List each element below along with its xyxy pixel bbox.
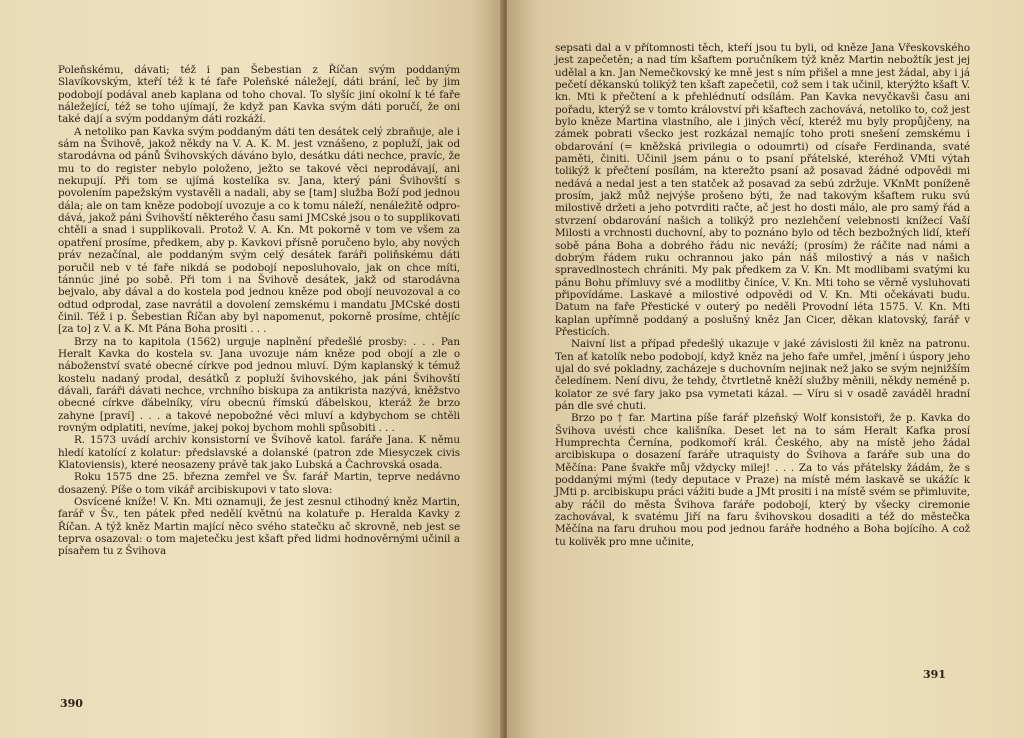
left-page [0, 0, 503, 738]
paragraph: sepsati dal a v přítomnosti těch, kteří jsou tu byli, od kněze Jana Vřeskovského jest zapečetěn; a nad tím kšaftem poručníkem týž kněz Martin nebožtík jest jej udělal a kn. Jan Nemečkovský ke mně jest s ním přišel a mne jest žádal, aby i já pečetí děkanskú tolikýž ten kšaft zapečetil, což sem i tak učinil, kterýžto kšaft V. kn. Mti k přečtení a k přehlédnutí odsílám. Pan Kavka nevyčkavši času ani pořadu, kterýž se v tomto království při kšaftech zachovává, netoliko to, což jest bylo kněze Martina vlastního, ale i jiných věcí, kteréž mu byly propůjčeny, na zámek pobrati všecko jest rozkázal nemajíc toho proti snešení zemskému i obdarování (= kněžská privilegia o odoumrti) od císaře Ferdinanda, svaté paměti, činiti. Učinil jsem pánu o to psaní přátelské, kteréhož VMti výtah tolikýž k přečtení posílám, na kterežto psaní až posavad žádné odpovědi mi nedává a nedal jest a ten statček až posavad za sebú zdržuje. VKnMt poníženě prosím, jakž můž nejvýše prošeno býti, že nad takovým kšaftem ruku svú milostivě držeti a jeho potvrditi račte, ač jest ho dosti málo, ale pro samý řád a stvrzení obdarování našich a tolikýž pro nezlehčení velebnosti knížecí Vaší Milosti a vrchnosti duchovní, aby to poznáno bylo od těch bezbožných lidí, kteří sobě pána Boha a dobrého řádu nic neváží; (prosím) že ráčite nad námi a dobrým řádem ruku ochrannou jako pán náš milostivý a nás v našich spravedlnostech chrániti. My pak předkem za V. Kn. Mt modlibami svatými ku pánu Bohu přímluvy své a modlitby činíce, V. Kn. Mti toho se věrně vysluhovati připovídáme. Laskavé a milostivé odpovědi od V. Kn. Mti očekávati budu. Datum na faře Přestické v outerý po neděli Provodní léta 1575. V. Kn. Mti kaplan upřímně poddaný a poslušný kněz Jan Cicer, děkan klatovský, farář v Přesticích. [555, 42, 970, 338]
paragraph: Naivní list a případ předešlý ukazuje v jaké závislosti žil kněz na patronu. Ten ať katolík nebo podobojí, když kněz na jeho faře umřel, jmění i úspory jeho ujal do své pokladny, zacházeje s duchovním nejinak než jako se svým nejnižším čeledínem. Není divu, že tehdy, čtvrtletně kněží služby měnili, někdy neméně p. kolator ze své fary jako psa vymetati kázal. — Víru si v osadě zaváděl hradní pán dle své chuti. [555, 338, 970, 412]
right-page [507, 0, 1024, 738]
paragraph: Osvícené kníže! V. Kn. Mti oznamuji, že jest zesnul ctihodný kněz Martin, farář v Šv., ten pátek před nedělí květnú na kolatuře p. Heralda Kavky z Říčan. A týž kněz Martin mající něco svého statečku ač skrovně, neb jest se teprva osazoval: o tom majetečku jest kšaft před lidmi hodnověrnými učinil a písařem tu z Švihova [58, 496, 460, 558]
right-page-text [555, 42, 970, 548]
paragraph: Brzo po † far. Martina píše farář plzeňský Wolf konsistoři, že p. Kavka do Švihova uvésti chce kališníka. Deset let na to sám Heralt Kafka prosí Humprechta Černína, podkomoří král. Českého, aby na místě jeho žádal arcibiskupa o dosazení faráře utraquisty do Švihova a faráře sub una do Měčína: Pane švakře můj vždycky milej! . . . Za to vás přátelsky žádám, že s poddanými mými (tedy deputace v Praze) na místě mém laskavě se ukážíc k JMti p. arcibiskupu práci vážiti bude a JMt prositi i na místě svém se přimluvite, aby ráčil do města Švihova faráře podobojí, který by všecky ciremonie zachovával, k svatému Jiří na faru švihovskou dosaditi a též do městečka Měčína na faru druhou mou pod jednou faráře hodného a Boha bojícího. A což tu kolivěk pro mne učinite, [555, 412, 970, 548]
page-number: 390 [60, 697, 83, 710]
paragraph: Brzy na to kapitola (1562) urguje naplnění předešlé prosby: . . . Pan Heralt Kavka do kostela sv. Jana uvozuje nám kněze pod obojí a zle o náboženství svaté obecné církve pod jednou mluví. Dým kaplanský k témuž kostelu nadaný prodal, desátků z popluží švihovského, jak páni Švihovští dávali, faráři dávati nechce, vrchního biskupa za antikrista nazývá, kněžstvo obecné církve ďábelníky, víru obecnú římskú ďábelskou, kteráž že brzo zahyne [praví] . . . a takové nepobožné věci mluví a kdybychom se chtěli rovným odplatiti, nevíme, jakej pokoj bychom mohli spůsobiti . . . [58, 335, 460, 434]
paragraph: A netoliko pan Kavka svým poddaným dáti ten desátek celý zbraňuje, ale i sám na Švihově, jakož někdy na V. A. K. M. jest vznášeno, z popluží, jak od starodávna od pánů Švihovských dáváno bylo, desátku dáti nechce, pravíc, že mu to do register nebylo položeno, ježto se takové věci neprodávají, ani nekupují. Při tom se ujímá kostelíka sv. Jana, který páni Švihovští s povolením papežským vystavěli a nadali, aby se [tam] služba Boží pod jednou dála; ale on tam kněze podobojí uvozuje a co k tomu náleží, nenáležitě odprodává, jakož páni Švihovští některého času sami JMCské jsou o to supplikovati chtěli a snad i supplikovali. Protož V. A. Kn. Mt pokorně v tom ve všem za opatření prosíme, předkem, aby p. Kavkovi přísně poručeno bylo, aby nových práv nezačínal, ale poddaným svým celý desátek faráři poliňskému dáti poručil neb v té faře nikdá se podobojí neposluhovalo, jak on chce míti, tánnúc jiné po sobě. Při tom i na Švihově desátek, jakž od starodávna bejvalo, aby dával a do kostela pod jednou kněze pod obojí neuvozoval a co odtud odprodal, zase navrátil a dovolení zemskému i mandatu JMCské dosti činil. Též i p. Šebestian Říčan aby byl napomenut, pokorně prosíme, chtějíc [za to] z V. a K. Mt Pána Boha prositi . . . [58, 125, 460, 336]
paragraph: R. 1573 uvádí archiv konsistorní ve Švihově katol. faráře Jana. K němu hledí katolící z kolatur: předslavské a dolanské (patron zde Miesyczek civis Klatoviensis), které neosazeny právě tak jako Lubská a Čachrovská osada. [58, 434, 460, 471]
page-number: 391 [923, 668, 946, 681]
paragraph: Roku 1575 dne 25. března zemřel ve Šv. farář Martin, teprve nedávno dosazený. Píše o tom vikář arcibiskupovi v tato slova: [58, 471, 460, 496]
paragraph: Poleňskému, dávati; též i pan Šebestian z Říčan svým poddaným Slavíkovským, kteří též k té faře Poleňské náležejí, dáti brání, leč by jim podobojí podával aneb kaplana od toho choval. To slyšíc jiní okolní k té faře náležející, též se toho ujímají, že když pan Kavka svým dáti poručí, že oni také dají a svým poddaným dáti rozkáží. [58, 64, 460, 126]
left-page-text [58, 64, 460, 558]
